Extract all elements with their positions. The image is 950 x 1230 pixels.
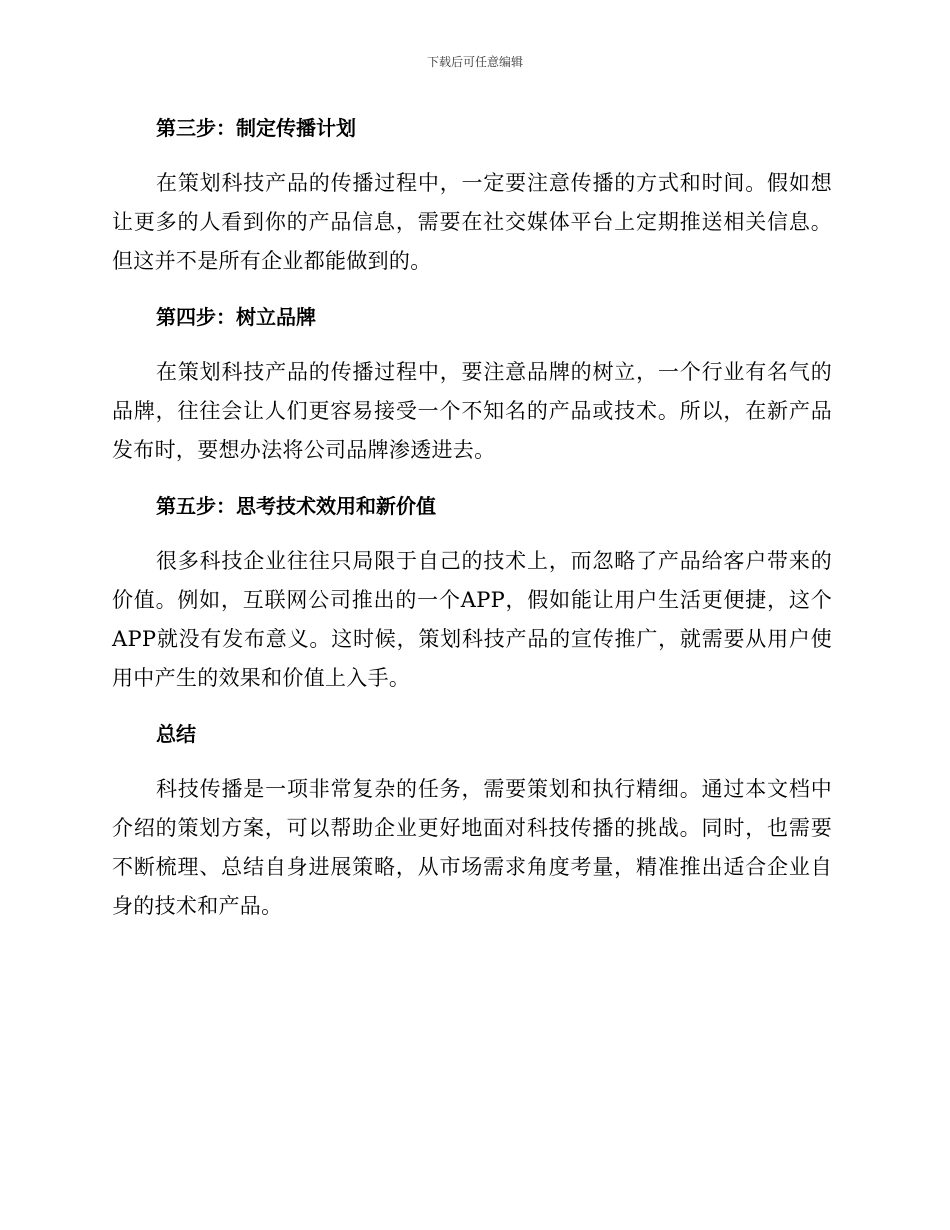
section-step-5 [112,486,832,714]
section-step-3 [112,108,832,297]
section-paragraph: 在策划科技产品的传播过程中，一定要注意传播的方式和时间。假如想让更多的人看到你的产品信息，需要在社交媒体平台上定期推送相关信息。但这并不是所有企业都能做到的。 [112,171,832,273]
section-heading: 总结 [156,722,196,746]
section-step-4 [112,297,832,486]
section-heading: 第五步：思考技术效用和新价值 [156,494,436,518]
document-body [112,108,832,926]
section-paragraph: 科技传播是一项非常复杂的任务，需要策划和执行精细。通过本文档中介绍的策划方案，可以帮助企业更好地面对科技传播的挑战。同时，也需要不断梳理、总结自身进展策略，从市场需求角度考量，精准推出适合企业自身的技术和产品。 [112,777,832,918]
section-heading: 第三步：制定传播计划 [156,116,356,140]
section-heading: 第四步：树立品牌 [156,305,316,329]
header-note: 下载后可任意编辑 [426,55,523,69]
section-paragraph: 很多科技企业往往只局限于自己的技术上，而忽略了产品给客户带来的价值。例如，互联网公司推出的一个APP，假如能让用户生活更便捷，这个APP就没有发布意义。这时候，策划科技产品的宣传推广，就需要从用户使用中产生的效果和价值上入手。 [112,549,832,690]
section-paragraph: 在策划科技产品的传播过程中，要注意品牌的树立，一个行业有名气的品牌，往往会让人们更容易接受一个不知名的产品或技术。所以，在新产品发布时，要想办法将公司品牌渗透进去。 [112,360,832,462]
section-summary [112,714,832,926]
